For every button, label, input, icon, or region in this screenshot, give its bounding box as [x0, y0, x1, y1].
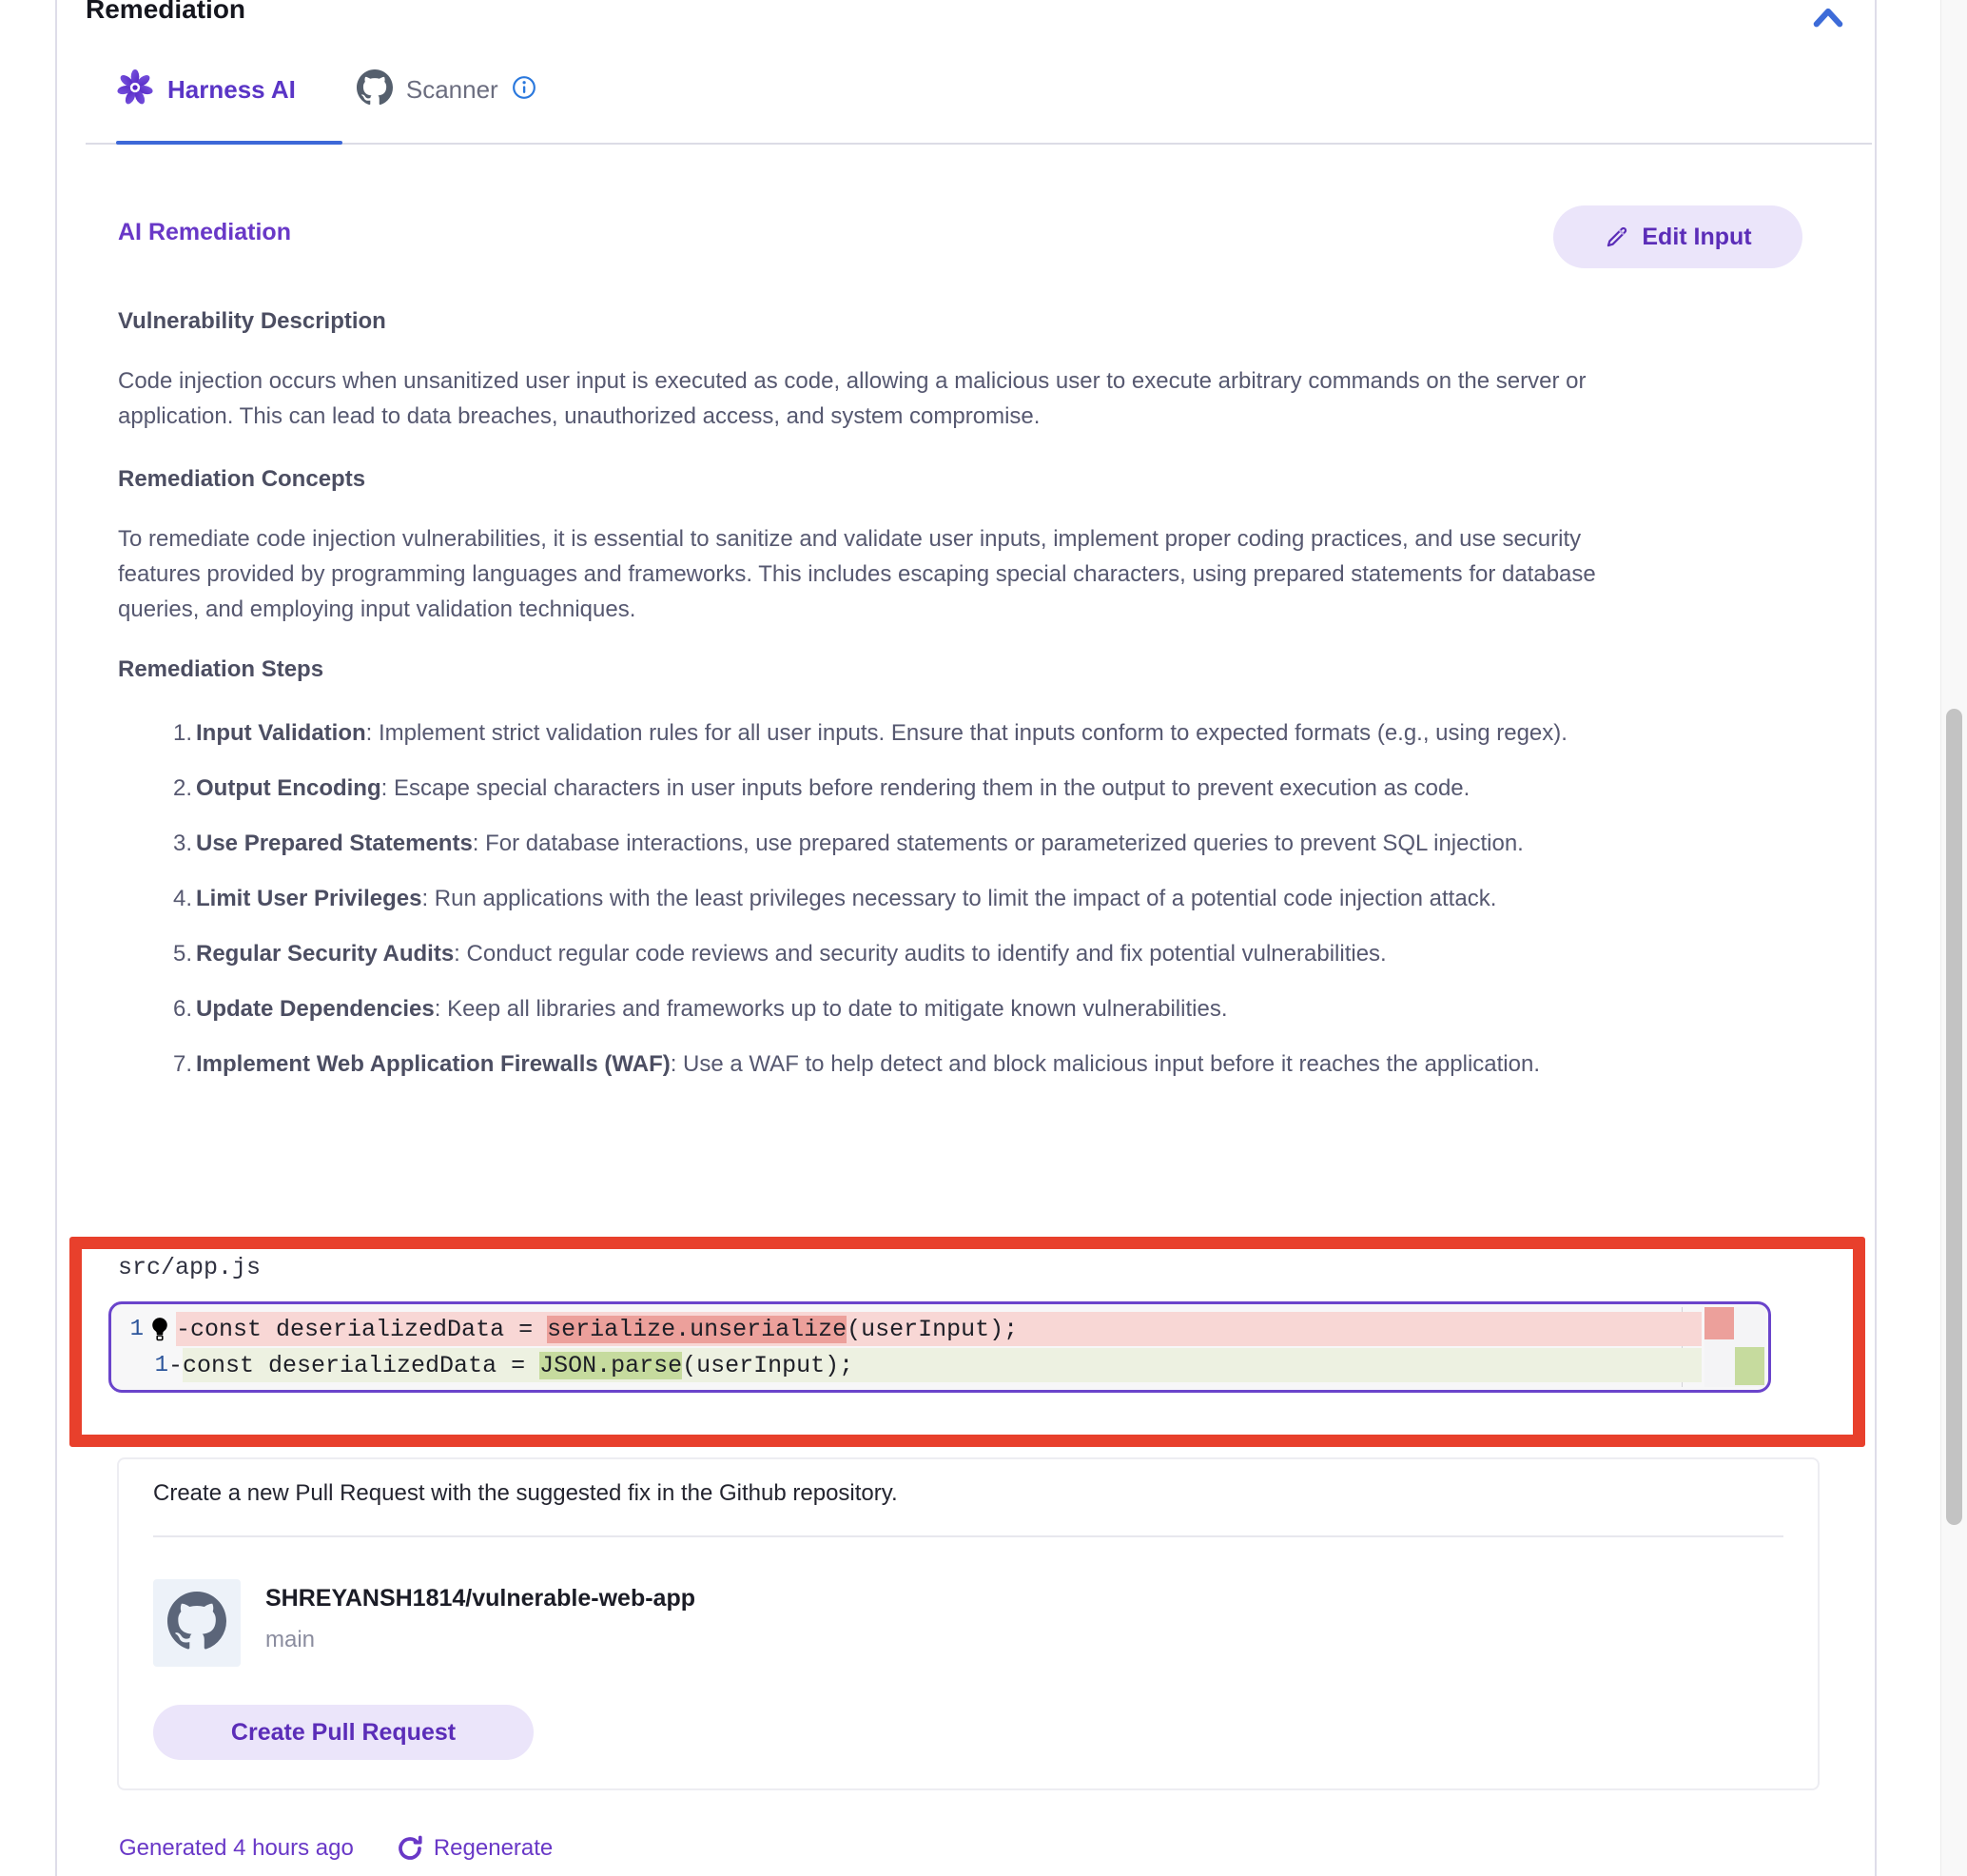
card-divider — [153, 1535, 1783, 1537]
step-label: Update Dependencies — [196, 996, 435, 1022]
panel-right-border — [1875, 0, 1877, 1876]
info-icon[interactable] — [512, 75, 536, 105]
harness-ai-icon — [116, 68, 154, 111]
tab-scanner-label: Scanner — [405, 75, 498, 104]
removed-code-highlight: serialize.unserialize — [547, 1315, 847, 1343]
step-text: : Use a WAF to help detect and block malicious input before it reaches the application. — [670, 1051, 1540, 1077]
step-item-3 — [118, 826, 1623, 861]
tabs-bottom-border — [86, 143, 1872, 145]
generation-footer — [119, 1834, 553, 1863]
active-tab-underline — [116, 141, 342, 145]
step-number: 3. — [172, 831, 192, 856]
github-icon — [167, 1592, 226, 1655]
step-item-5 — [118, 936, 1623, 971]
regenerate-icon — [396, 1834, 424, 1863]
pencil-icon — [1604, 224, 1630, 250]
step-text: : Conduct regular code reviews and security audits to identify and fix potential vulnerabilities. — [454, 941, 1387, 967]
regenerate-link[interactable] — [396, 1834, 553, 1863]
page-scrollbar-thumb[interactable] — [1946, 709, 1962, 1525]
lightbulb-icon[interactable] — [144, 1317, 176, 1341]
vulnerability-description-heading: Vulnerability Description — [118, 308, 386, 334]
diff-filename: src/app.js — [118, 1254, 262, 1281]
step-number: 6. — [172, 996, 192, 1022]
step-item-2 — [118, 771, 1623, 806]
repo-branch: main — [265, 1627, 316, 1652]
diff-removed-line — [111, 1311, 1702, 1347]
step-text: : For database interactions, use prepared statements or parameterized queries to prevent SQL injection. — [472, 831, 1524, 856]
added-code-highlight: JSON.parse — [539, 1351, 683, 1379]
step-label: Output Encoding — [196, 775, 381, 801]
tab-scanner[interactable] — [357, 69, 536, 110]
step-label: Input Validation — [196, 720, 366, 746]
step-number: 1. — [172, 720, 192, 746]
remediation-tabs — [116, 68, 536, 111]
pull-request-card — [117, 1457, 1820, 1790]
collapse-section-button[interactable] — [1807, 0, 1849, 34]
vulnerability-description-body: Code injection occurs when unsanitized user input is executed as code, allowing a malicious user to execute arbitrary commands on the server or application. This can lead to data breaches, unauthorized access, and system compromise. — [118, 368, 1587, 429]
remediation-concepts-heading: Remediation Concepts — [118, 466, 366, 492]
step-text: : Escape special characters in user inputs before rendering them in the output to prevent execution as code. — [380, 775, 1470, 801]
page-scrollbar-track[interactable] — [1940, 0, 1967, 1876]
diff-line-number: 1 — [154, 1352, 168, 1378]
tab-harness-ai[interactable] — [116, 68, 296, 111]
step-label: Implement Web Application Firewalls (WAF) — [196, 1051, 671, 1077]
repo-name: SHREYANSH1814/vulnerable-web-app — [265, 1585, 696, 1612]
chevron-up-icon — [1807, 22, 1849, 38]
step-item-7 — [118, 1046, 1623, 1082]
step-item-1 — [118, 715, 1623, 751]
tab-harness-ai-label: Harness AI — [167, 75, 296, 104]
code-diff-viewer — [108, 1301, 1771, 1393]
edit-input-label: Edit Input — [1642, 223, 1752, 250]
generated-timestamp: Generated 4 hours ago — [119, 1835, 354, 1861]
diff-line-number: 1 — [129, 1316, 144, 1342]
code-text: (userInput); — [847, 1315, 1019, 1343]
step-item-4 — [118, 881, 1623, 916]
regenerate-label: Regenerate — [433, 1835, 554, 1861]
pull-request-description: Create a new Pull Request with the suggested fix in the Github repository. — [153, 1480, 898, 1506]
step-number: 4. — [172, 886, 192, 911]
create-pull-request-button[interactable]: Create Pull Request — [153, 1705, 534, 1760]
code-text: (userInput); — [682, 1351, 854, 1379]
remediation-steps-list — [118, 715, 1630, 1102]
step-number: 2. — [172, 775, 192, 801]
panel-left-border — [55, 0, 57, 1876]
step-label: Use Prepared Statements — [196, 831, 473, 856]
step-text: : Keep all libraries and frameworks up to date to mitigate known vulnerabilities. — [434, 996, 1228, 1022]
remediation-concepts-body: To remediate code injection vulnerabilities, it is essential to sanitize and validate user inputs, implement proper coding practices, and use security features provided by programming languages and frameworks. This includes escaping special characters, using prepared statements for database queries, and employing input validation techniques. — [118, 526, 1596, 622]
step-label: Regular Security Audits — [196, 941, 455, 967]
step-number: 7. — [172, 1051, 192, 1077]
edit-input-button[interactable] — [1553, 205, 1802, 268]
step-text: : Run applications with the least privileges necessary to limit the impact of a potential code injection attack. — [421, 886, 1497, 911]
diff-minimap-added-block — [1735, 1347, 1764, 1385]
diff-minimap — [1704, 1307, 1765, 1387]
code-text: const deserializedData = — [183, 1351, 540, 1379]
github-repo-avatar — [153, 1579, 241, 1667]
code-text: const deserializedData = — [190, 1315, 548, 1343]
step-text: : Implement strict validation rules for all user inputs. Ensure that inputs conform to expected formats (e.g., using regex). — [365, 720, 1568, 746]
page-title: Remediation — [86, 0, 246, 24]
step-number: 5. — [172, 941, 192, 967]
github-icon — [357, 69, 393, 110]
remediation-steps-heading: Remediation Steps — [118, 656, 324, 682]
step-label: Limit User Privileges — [196, 886, 422, 911]
diff-prefix: - — [176, 1315, 191, 1343]
ai-remediation-heading: AI Remediation — [118, 219, 291, 245]
diff-prefix: - — [168, 1351, 184, 1379]
step-item-6 — [118, 991, 1623, 1026]
diff-minimap-removed-block — [1704, 1307, 1734, 1339]
diff-added-line — [111, 1347, 1702, 1383]
